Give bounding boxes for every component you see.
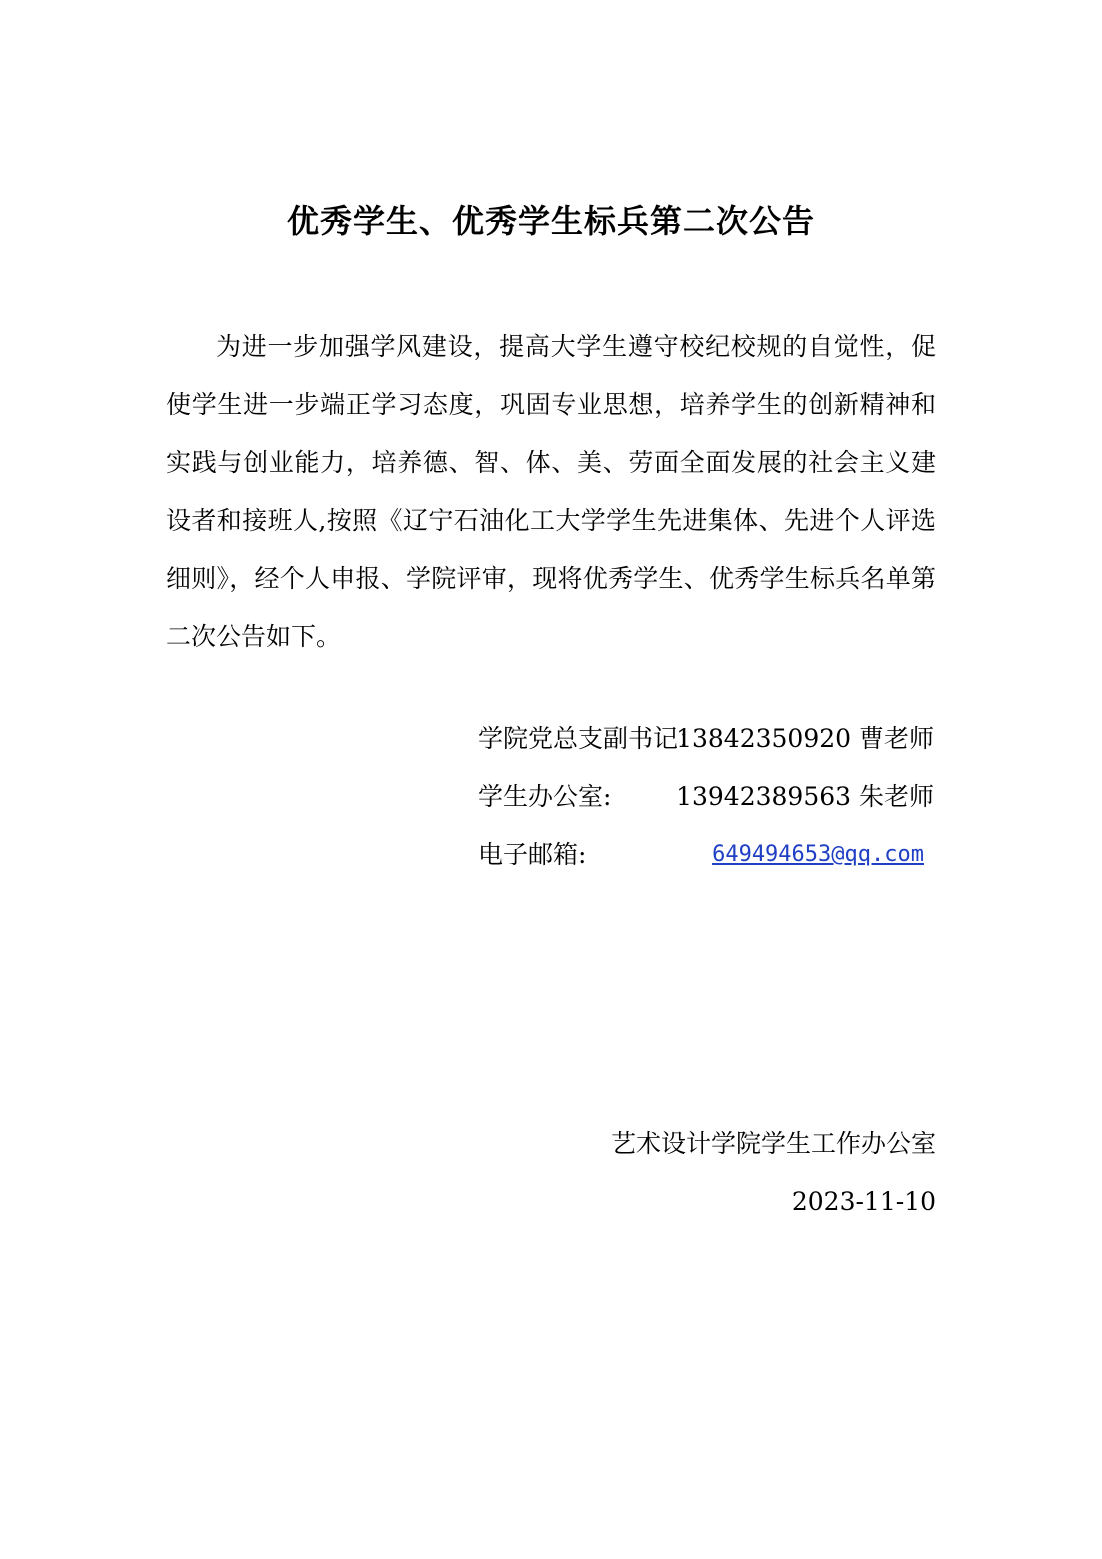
contact-label: 学生办公室: bbox=[478, 782, 612, 811]
contact-row-secretary bbox=[478, 722, 938, 756]
email-link[interactable]: 649494653@qq.com bbox=[712, 842, 924, 867]
page-title: 优秀学生、优秀学生标兵第二次公告 bbox=[286, 202, 815, 240]
issuing-office: 艺术设计学院学生工作办公室 bbox=[610, 1129, 936, 1158]
contact-value: 13842350920 曹老师 bbox=[676, 724, 934, 753]
contact-label: 学院党总支副书记： bbox=[478, 724, 704, 753]
issue-date: 2023-11-10 bbox=[791, 1187, 936, 1216]
contact-row-student-office bbox=[478, 780, 938, 814]
contact-value: 13942389563 朱老师 bbox=[676, 782, 934, 811]
contact-label: 电子邮箱: bbox=[478, 840, 587, 869]
announcement-body: 为进一步加强学风建设，提高大学生遵守校纪校规的自觉性，促使学生进一步端正学习态度，巩固专业思想，培养学生的创新精神和实践与创业能力，培养德、智、体、美、劳面全面发展的社会主义建设者和接班人,按照《辽宁石油化工大学学生先进集体、先进个人评选细则》，经个人申报、学院评审，现将优秀学生、优秀学生标兵名单第二次公告如下。 bbox=[166, 332, 936, 651]
contact-row-email bbox=[478, 838, 938, 872]
